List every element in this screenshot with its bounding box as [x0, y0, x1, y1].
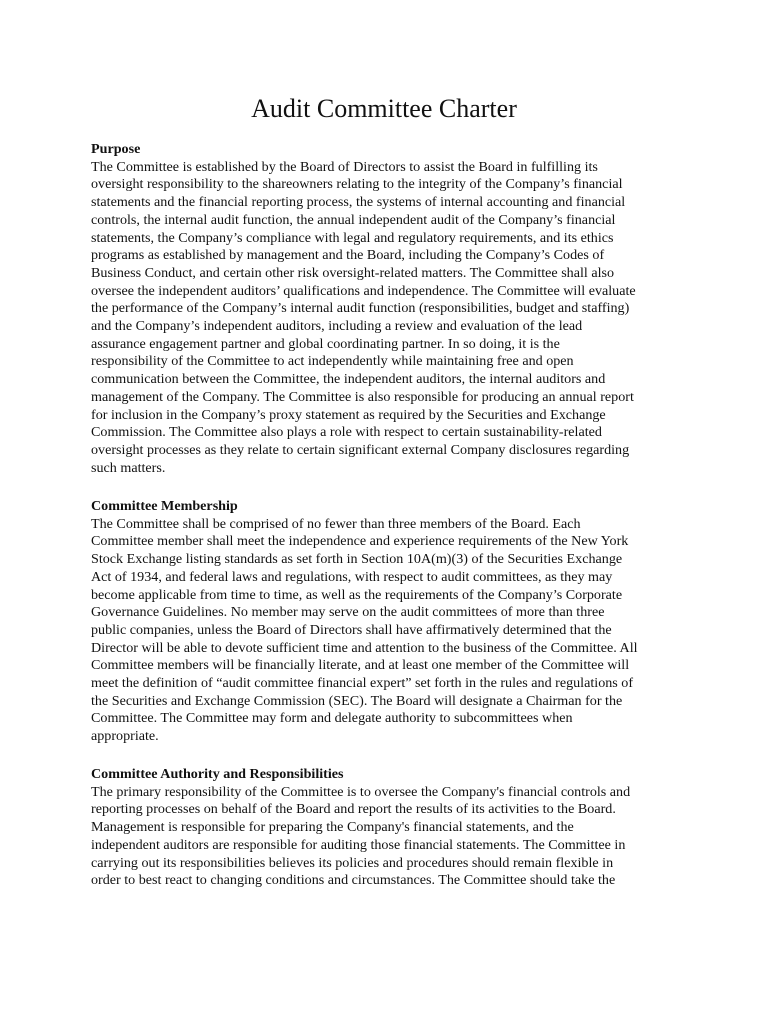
- paragraph-line: Committee member shall meet the independence and experience requirements of the New York: [91, 533, 629, 550]
- paragraph-line: Commission. The Committee also plays a role with respect to certain sustainability-related: [91, 424, 602, 441]
- paragraph-line: Act of 1934, and federal laws and regulations, with respect to audit committees, as they may: [91, 568, 613, 585]
- paragraph-line: such matters.: [91, 459, 166, 476]
- paragraph-line: statements, the Company’s compliance with legal and regulatory requirements, and its ethics: [91, 229, 614, 246]
- paragraph-line: The primary responsibility of the Committee is to oversee the Company's financial controls and: [91, 783, 631, 800]
- paragraph-line: appropriate.: [91, 728, 159, 745]
- paragraph-line: Business Conduct, and certain other risk oversight-related matters. The Committee shall also: [91, 264, 615, 281]
- paragraph-line: controls, the internal audit function, the annual independent audit of the Company’s financial: [91, 211, 616, 228]
- paragraph-line: and the Company’s independent auditors, including a review and evaluation of the lead: [91, 318, 583, 335]
- paragraph-line: independent auditors are responsible for auditing those financial statements. The Committee in: [91, 836, 626, 853]
- paragraph-line: public companies, unless the Board of Directors shall have affirmatively determined that the: [91, 621, 612, 638]
- section-committee-authority: [91, 766, 691, 890]
- paragraph-line: the performance of the Company’s internal audit function (responsibilities, budget and staffing): [91, 300, 630, 317]
- section-purpose: [91, 141, 691, 477]
- paragraph-line: Stock Exchange listing standards as set forth in Section 10A(m)(3) of the Securities Exchange: [91, 551, 623, 568]
- section-paragraph: [91, 159, 691, 478]
- paragraph-line: assurance engagement partner and global coordinating partner. In so doing, it is the: [91, 335, 560, 352]
- section-heading: Purpose: [91, 141, 141, 157]
- paragraph-line: carrying out its responsibilities believes its policies and procedures should remain flexible in: [91, 854, 614, 871]
- section-heading: Committee Authority and Responsibilities: [91, 766, 344, 782]
- paragraph-line: management of the Company. The Committee is also responsible for producing an annual report: [91, 388, 634, 405]
- paragraph-line: order to best react to changing conditions and circumstances. The Committee should take the: [91, 872, 616, 889]
- paragraph-line: responsibility of the Committee to act independently while maintaining free and open: [91, 353, 574, 370]
- section-paragraph: [91, 784, 691, 890]
- paragraph-line: oversee the independent auditors’ qualifications and independence. The Committee will evaluate: [91, 282, 636, 299]
- paragraph-line: for inclusion in the Company’s proxy statement as required by the Securities and Exchange: [91, 406, 606, 423]
- paragraph-line: Governance Guidelines. No member may serve on the audit committees of more than three: [91, 604, 605, 621]
- paragraph-line: The Committee shall be comprised of no fewer than three members of the Board. Each: [91, 515, 581, 532]
- paragraph-line: become applicable from time to time, as well as the requirements of the Company’s Corporate: [91, 586, 623, 603]
- paragraph-line: Committee. The Committee may form and delegate authority to subcommittees when: [91, 710, 573, 727]
- paragraph-line: The Committee is established by the Board of Directors to assist the Board in fulfilling its: [91, 158, 598, 175]
- paragraph-line: meet the definition of “audit committee financial expert” set forth in the rules and regulations of: [91, 675, 634, 692]
- section-paragraph: [91, 516, 691, 746]
- paragraph-line: reporting processes on behalf of the Board and report the results of its activities to the Board.: [91, 801, 616, 818]
- paragraph-line: the Securities and Exchange Commission (SEC). The Board will designate a Chairman for the: [91, 692, 623, 709]
- document-title: Audit Committee Charter: [251, 94, 517, 123]
- paragraph-line: oversight responsibility to the shareowners relating to the integrity of the Company’s financial: [91, 176, 623, 193]
- paragraph-line: Committee members will be financially literate, and at least one member of the Committee will: [91, 657, 630, 674]
- section-heading: Committee Membership: [91, 498, 238, 514]
- section-committee-membership: [91, 498, 691, 746]
- paragraph-line: communication between the Committee, the independent auditors, the internal auditors and: [91, 371, 606, 388]
- paragraph-line: Director will be able to devote sufficient time and attention to the business of the Committee. All: [91, 639, 638, 656]
- paragraph-line: Management is responsible for preparing the Company's financial statements, and the: [91, 819, 574, 836]
- paragraph-line: statements and the financial reporting process, the systems of internal accounting and financial: [91, 194, 626, 211]
- paragraph-line: programs as established by management and the Board, including the Company’s Codes of: [91, 247, 605, 264]
- paragraph-line: oversight processes as they relate to certain significant external Company disclosures regarding: [91, 441, 630, 458]
